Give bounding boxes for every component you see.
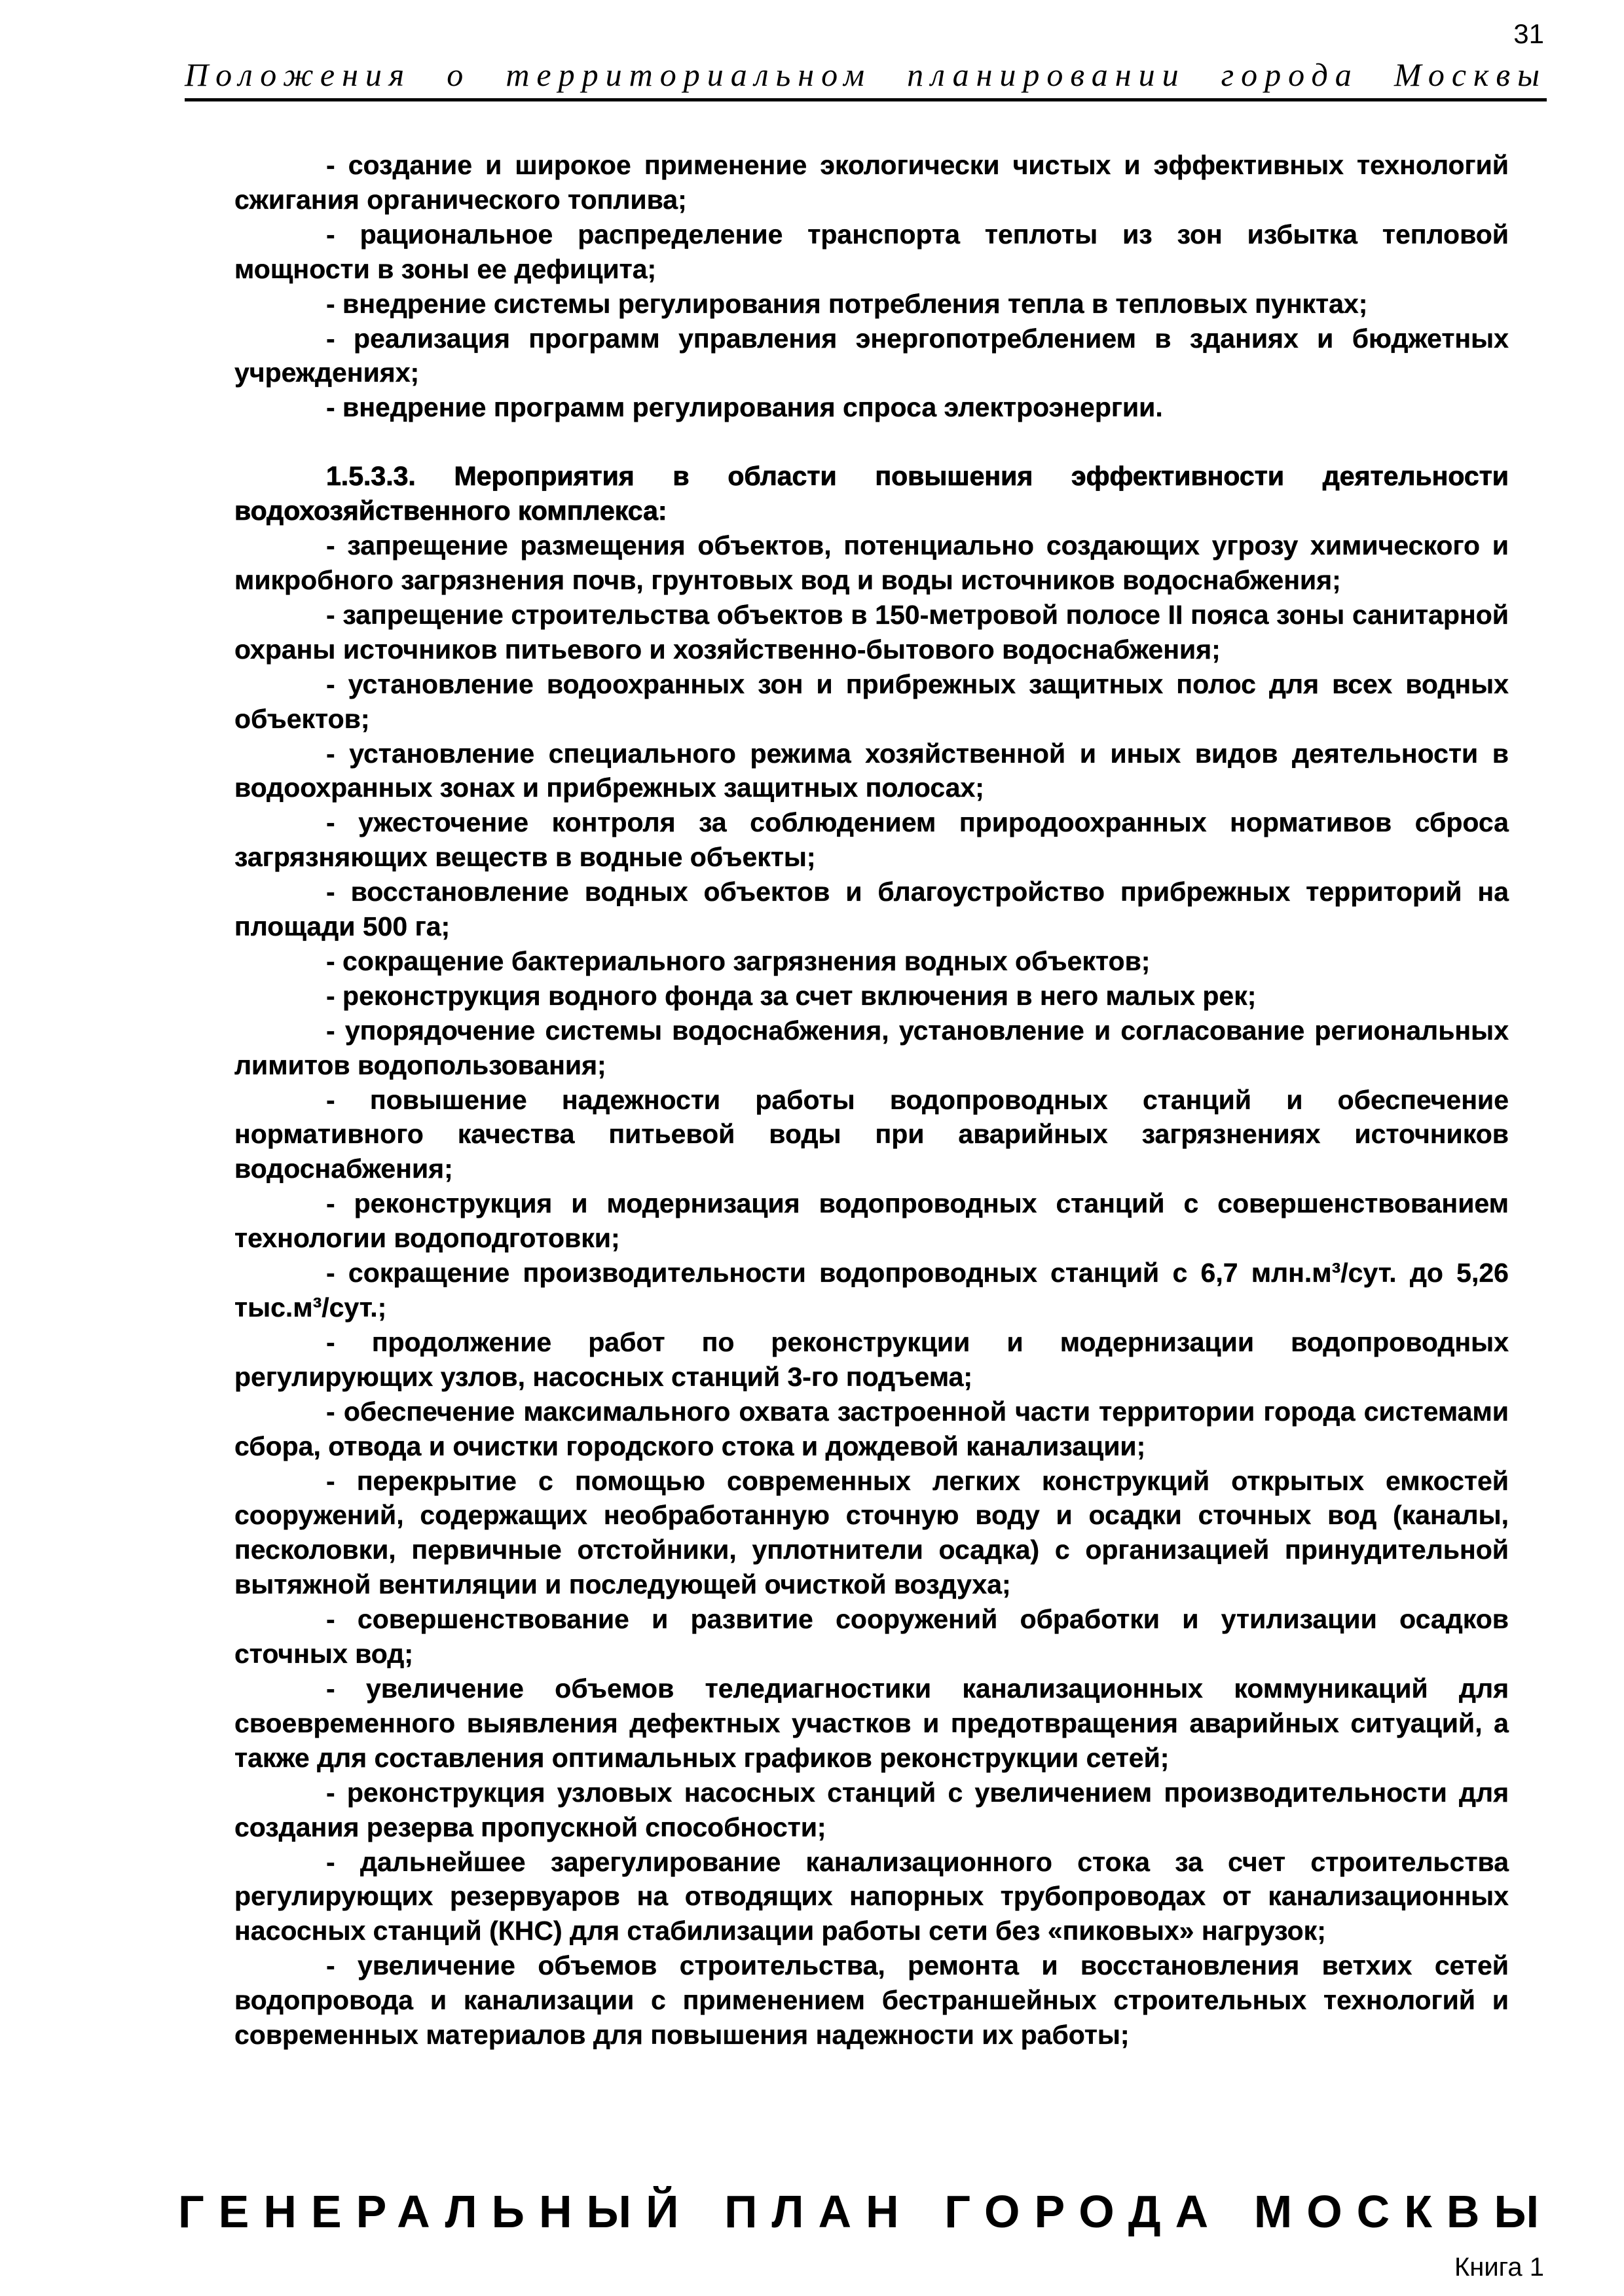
- list-item: - реконструкция и модернизация водопроводных станций с совершенствованием технологии водоподготовки;: [234, 1188, 1509, 1254]
- page-number: 31: [1513, 18, 1544, 49]
- list-item: - продолжение работ по реконструкции и модернизации водопроводных регулирующих узлов, насосных станций 3-го подъема;: [234, 1326, 1509, 1392]
- list-item: - внедрение системы регулирования потребления тепла в тепловых пунктах;: [326, 288, 1368, 319]
- list-item: - дальнейшее зарегулирование канализационного стока за счет строительства регулирующих резервуаров на отводящих напорных трубопроводах от канализационных насосных станций (КНС) для стабилизации работы сети без «пиковых» нагрузок;: [234, 1846, 1509, 1946]
- list-item: - запрещение размещения объектов, потенциально создающих угрозу химического и микробного загрязнения почв, грунтовых вод и воды источников водоснабжения;: [234, 530, 1509, 595]
- list-item: - рациональное распределение транспорта теплоты из зон избытка тепловой мощности в зоны ее дефицита;: [234, 219, 1509, 284]
- list-item: - реконструкция узловых насосных станций с увеличением производительности для создания резерва пропускной способности;: [234, 1777, 1509, 1842]
- list-item: - ужесточение контроля за соблюдением природоохранных нормативов сброса загрязняющих веществ в водные объекты;: [234, 807, 1509, 873]
- list-item: - увеличение объемов теледиагностики канализационных коммуникаций для своевременного выявления дефектных участков и предотвращения аварийных ситуаций, а также для составления оптимальных графиков реконструкции сетей;: [234, 1673, 1509, 1773]
- list-item: - установление водоохранных зон и прибрежных защитных полос для всех водных объектов;: [234, 668, 1509, 734]
- list-item: - внедрение программ регулирования спроса электроэнергии.: [326, 392, 1163, 423]
- list-item: - обеспечение максимального охвата застроенной части территории города системами сбора, отвода и очистки городского стока и дождевой канализации;: [234, 1396, 1509, 1461]
- footer-title: ГЕНЕРАЛЬНЫЙ ПЛАН ГОРОДА МОСКВЫ: [178, 2186, 1553, 2237]
- document-body: [234, 148, 1509, 2052]
- list-item: - упорядочение системы водоснабжения, установление и согласование региональных лимитов водопользования;: [234, 1015, 1509, 1080]
- list-item: - перекрытие с помощью современных легких конструкций открытых емкостей сооружений, содержащих необработанную сточную воду и осадки сточных вод (каналы, песколовки, первичные отстойники, уплотнители осадка) с организацией принудительной вытяжной вентиляции и последующей очисткой воздуха;: [234, 1465, 1509, 1600]
- list-item: - увеличение объемов строительства, ремонта и восстановления ветхих сетей водопровода и канализации с применением бестраншейных строительных технологий и современных материалов для повышения надежности их работы;: [234, 1950, 1509, 2050]
- list-item: - восстановление водных объектов и благоустройство прибрежных территорий на площади 500 га;: [234, 877, 1509, 942]
- section-heading: 1.5.3.3. Мероприятия в области повышения эффективности деятельности водохозяйственного комплекса:: [234, 461, 1509, 526]
- list-item: - установление специального режима хозяйственной и иных видов деятельности в водоохранных зонах и прибрежных защитных полосах;: [234, 738, 1509, 803]
- list-item: - реконструкция водного фонда за счет включения в него малых рек;: [326, 980, 1257, 1011]
- list-item: - создание и широкое применение экологически чистых и эффективных технологий сжигания органического топлива;: [234, 150, 1509, 215]
- list-item: - реализация программ управления энергопотреблением в зданиях и бюджетных учреждениях;: [234, 323, 1509, 388]
- list-item: - сокращение бактериального загрязнения водных объектов;: [326, 945, 1151, 976]
- list-item: - повышение надежности работы водопроводных станций и обеспечение нормативного качества питьевой воды при аварийных загрязнениях источников водоснабжения;: [234, 1084, 1509, 1184]
- footer-book-label: Книга 1: [1454, 2253, 1544, 2282]
- running-header: Положения о территориальном планировании города Москвы: [185, 56, 1547, 93]
- list-item: - сокращение производительности водопроводных станций с 6,7 млн.м³/сут. до 5,26 тыс.м³/сут.;: [234, 1258, 1509, 1322]
- list-item: - совершенствование и развитие сооружений обработки и утилизации осадков сточных вод;: [234, 1604, 1509, 1669]
- list-item: - запрещение строительства объектов в 150-метровой полосе II пояса зоны санитарной охраны источников питьевого и хозяйственно-бытового водоснабжения;: [234, 599, 1509, 665]
- header-divider: [185, 98, 1547, 101]
